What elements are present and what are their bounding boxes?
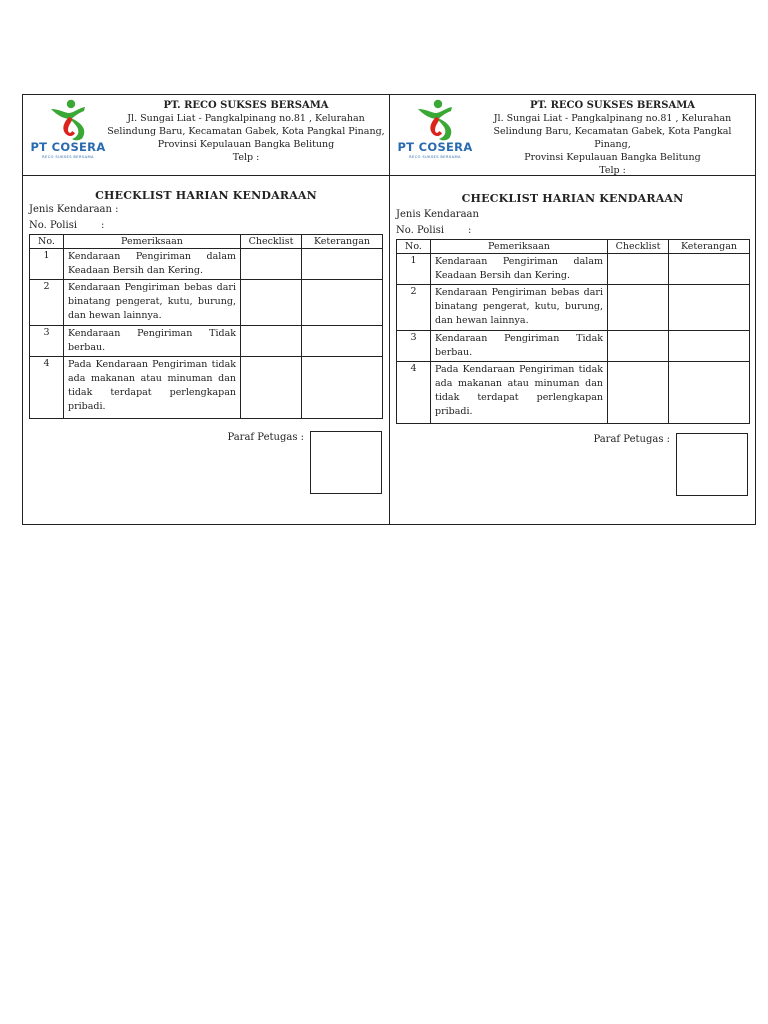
- header-checklist: Checklist: [241, 235, 302, 249]
- table-row: [397, 254, 750, 285]
- row-checklist-cell[interactable]: [241, 249, 302, 280]
- company-header: [390, 95, 755, 176]
- row-checklist-cell[interactable]: [608, 285, 669, 331]
- row-number: 1: [30, 249, 64, 280]
- row-number: 4: [30, 357, 64, 419]
- company-logo: [29, 99, 107, 163]
- row-checklist-cell[interactable]: [608, 254, 669, 285]
- header-keterangan: Keterangan: [302, 235, 383, 249]
- row-pemeriksaan: Kendaraan Pengiriman Tidak berbau.: [64, 326, 241, 357]
- jenis-kendaraan-field[interactable]: [396, 207, 755, 223]
- header-no: No.: [397, 240, 431, 254]
- header-no: No.: [30, 235, 64, 249]
- row-checklist-cell[interactable]: [241, 280, 302, 326]
- header-pemeriksaan: Pemeriksaan: [64, 235, 241, 249]
- row-pemeriksaan: Kendaraan Pengiriman bebas dari binatang pengerat, kutu, burung, dan hewan lainnya.: [64, 280, 241, 326]
- row-keterangan-cell[interactable]: [669, 254, 750, 285]
- company-phone: Telp :: [232, 152, 260, 163]
- table-row: [30, 326, 383, 357]
- checklist-table: [29, 234, 383, 419]
- jenis-kendaraan-label: Jenis Kendaraan: [396, 209, 479, 220]
- form-title: CHECKLIST HARIAN KENDARAAN: [95, 189, 317, 202]
- header-keterangan: Keterangan: [669, 240, 750, 254]
- row-pemeriksaan: Pada Kendaraan Pengiriman tidak ada makanan atau minuman dan tidak terdapat perlengkapan pribadi.: [64, 357, 241, 419]
- company-name: PT. RECO SUKSES BERSAMA: [163, 100, 329, 111]
- row-number: 3: [397, 331, 431, 362]
- row-pemeriksaan: Kendaraan Pengiriman dalam Keadaan Bersih dan Kering.: [431, 254, 608, 285]
- header-pemeriksaan: Pemeriksaan: [431, 240, 608, 254]
- company-phone: Telp :: [599, 165, 626, 176]
- table-header-row: [397, 240, 750, 254]
- company-address-line-2: Selindung Baru, Kecamatan Gabek, Kota Pangkal Pinang,: [493, 126, 732, 150]
- company-name: PT. RECO SUKSES BERSAMA: [529, 100, 696, 111]
- no-polisi-label: No. Polisi: [29, 220, 78, 231]
- row-number: 3: [30, 326, 64, 357]
- logo-subtext: RECO SUKSES BERSAMA: [409, 155, 461, 159]
- company-info: [474, 99, 751, 177]
- company-address-line-3: Provinsi Kepulauan Bangka Belitung: [157, 139, 335, 150]
- checklist-table: [396, 239, 750, 424]
- paraf-petugas-label: Paraf Petugas :: [593, 434, 670, 445]
- company-info: [107, 99, 385, 164]
- row-keterangan-cell[interactable]: [302, 249, 383, 280]
- company-address-line-1: Jl. Sungai Liat - Pangkalpinang no.81 , Kelurahan: [493, 113, 732, 124]
- company-address-line-2: Selindung Baru, Kecamatan Gabek, Kota Pangkal Pinang,: [107, 126, 385, 137]
- row-number: 2: [397, 285, 431, 331]
- table-row: [30, 357, 383, 419]
- jenis-kendaraan-label: Jenis Kendaraan :: [29, 204, 119, 215]
- row-number: 2: [30, 280, 64, 326]
- table-row: [397, 362, 750, 424]
- row-pemeriksaan: Kendaraan Pengiriman dalam Keadaan Bersih dan Kering.: [64, 249, 241, 280]
- checklist-card-right: [389, 95, 755, 524]
- table-header-row: [30, 235, 383, 249]
- row-checklist-cell[interactable]: [241, 357, 302, 419]
- logo-text: PT COSERA: [397, 140, 473, 154]
- no-polisi-colon: :: [101, 220, 105, 231]
- table-row: [30, 249, 383, 280]
- paraf-petugas-signature-box[interactable]: [676, 433, 748, 496]
- company-header: [23, 95, 389, 176]
- form-title: CHECKLIST HARIAN KENDARAAN: [461, 192, 684, 205]
- no-polisi-field[interactable]: [29, 218, 389, 234]
- row-keterangan-cell[interactable]: [669, 331, 750, 362]
- row-checklist-cell[interactable]: [608, 331, 669, 362]
- paraf-petugas-label: Paraf Petugas :: [227, 432, 304, 443]
- row-keterangan-cell[interactable]: [302, 326, 383, 357]
- header-checklist: Checklist: [608, 240, 669, 254]
- logo-subtext: RECO SUKSES BERSAMA: [42, 155, 94, 159]
- checklist-card-left: [23, 95, 389, 524]
- row-keterangan-cell[interactable]: [669, 285, 750, 331]
- row-pemeriksaan: Kendaraan Pengiriman bebas dari binatang pengerat, kutu, burung, dan hewan lainnya.: [431, 285, 608, 331]
- cosera-figure-icon: [396, 99, 474, 143]
- row-keterangan-cell[interactable]: [302, 357, 383, 419]
- company-address-line-3: Provinsi Kepulauan Bangka Belitung: [524, 152, 701, 163]
- no-polisi-label: No. Polisi: [396, 225, 445, 236]
- row-checklist-cell[interactable]: [241, 326, 302, 357]
- company-logo: [396, 99, 474, 163]
- cosera-figure-icon: [29, 99, 107, 143]
- no-polisi-field[interactable]: [396, 223, 755, 239]
- jenis-kendaraan-field[interactable]: [29, 202, 389, 218]
- paraf-petugas-signature-box[interactable]: [310, 431, 382, 494]
- company-address-line-1: Jl. Sungai Liat - Pangkalpinang no.81 , Kelurahan: [127, 113, 365, 124]
- no-polisi-colon: :: [468, 225, 472, 236]
- row-number: 4: [397, 362, 431, 424]
- row-checklist-cell[interactable]: [608, 362, 669, 424]
- row-pemeriksaan: Kendaraan Pengiriman Tidak berbau.: [431, 331, 608, 362]
- checklist-sheet: [22, 94, 756, 525]
- logo-text: PT COSERA: [30, 140, 106, 154]
- table-row: [397, 331, 750, 362]
- row-pemeriksaan: Pada Kendaraan Pengiriman tidak ada makanan atau minuman dan tidak terdapat perlengkapan pribadi.: [431, 362, 608, 424]
- row-keterangan-cell[interactable]: [669, 362, 750, 424]
- row-number: 1: [397, 254, 431, 285]
- table-row: [30, 280, 383, 326]
- row-keterangan-cell[interactable]: [302, 280, 383, 326]
- table-row: [397, 285, 750, 331]
